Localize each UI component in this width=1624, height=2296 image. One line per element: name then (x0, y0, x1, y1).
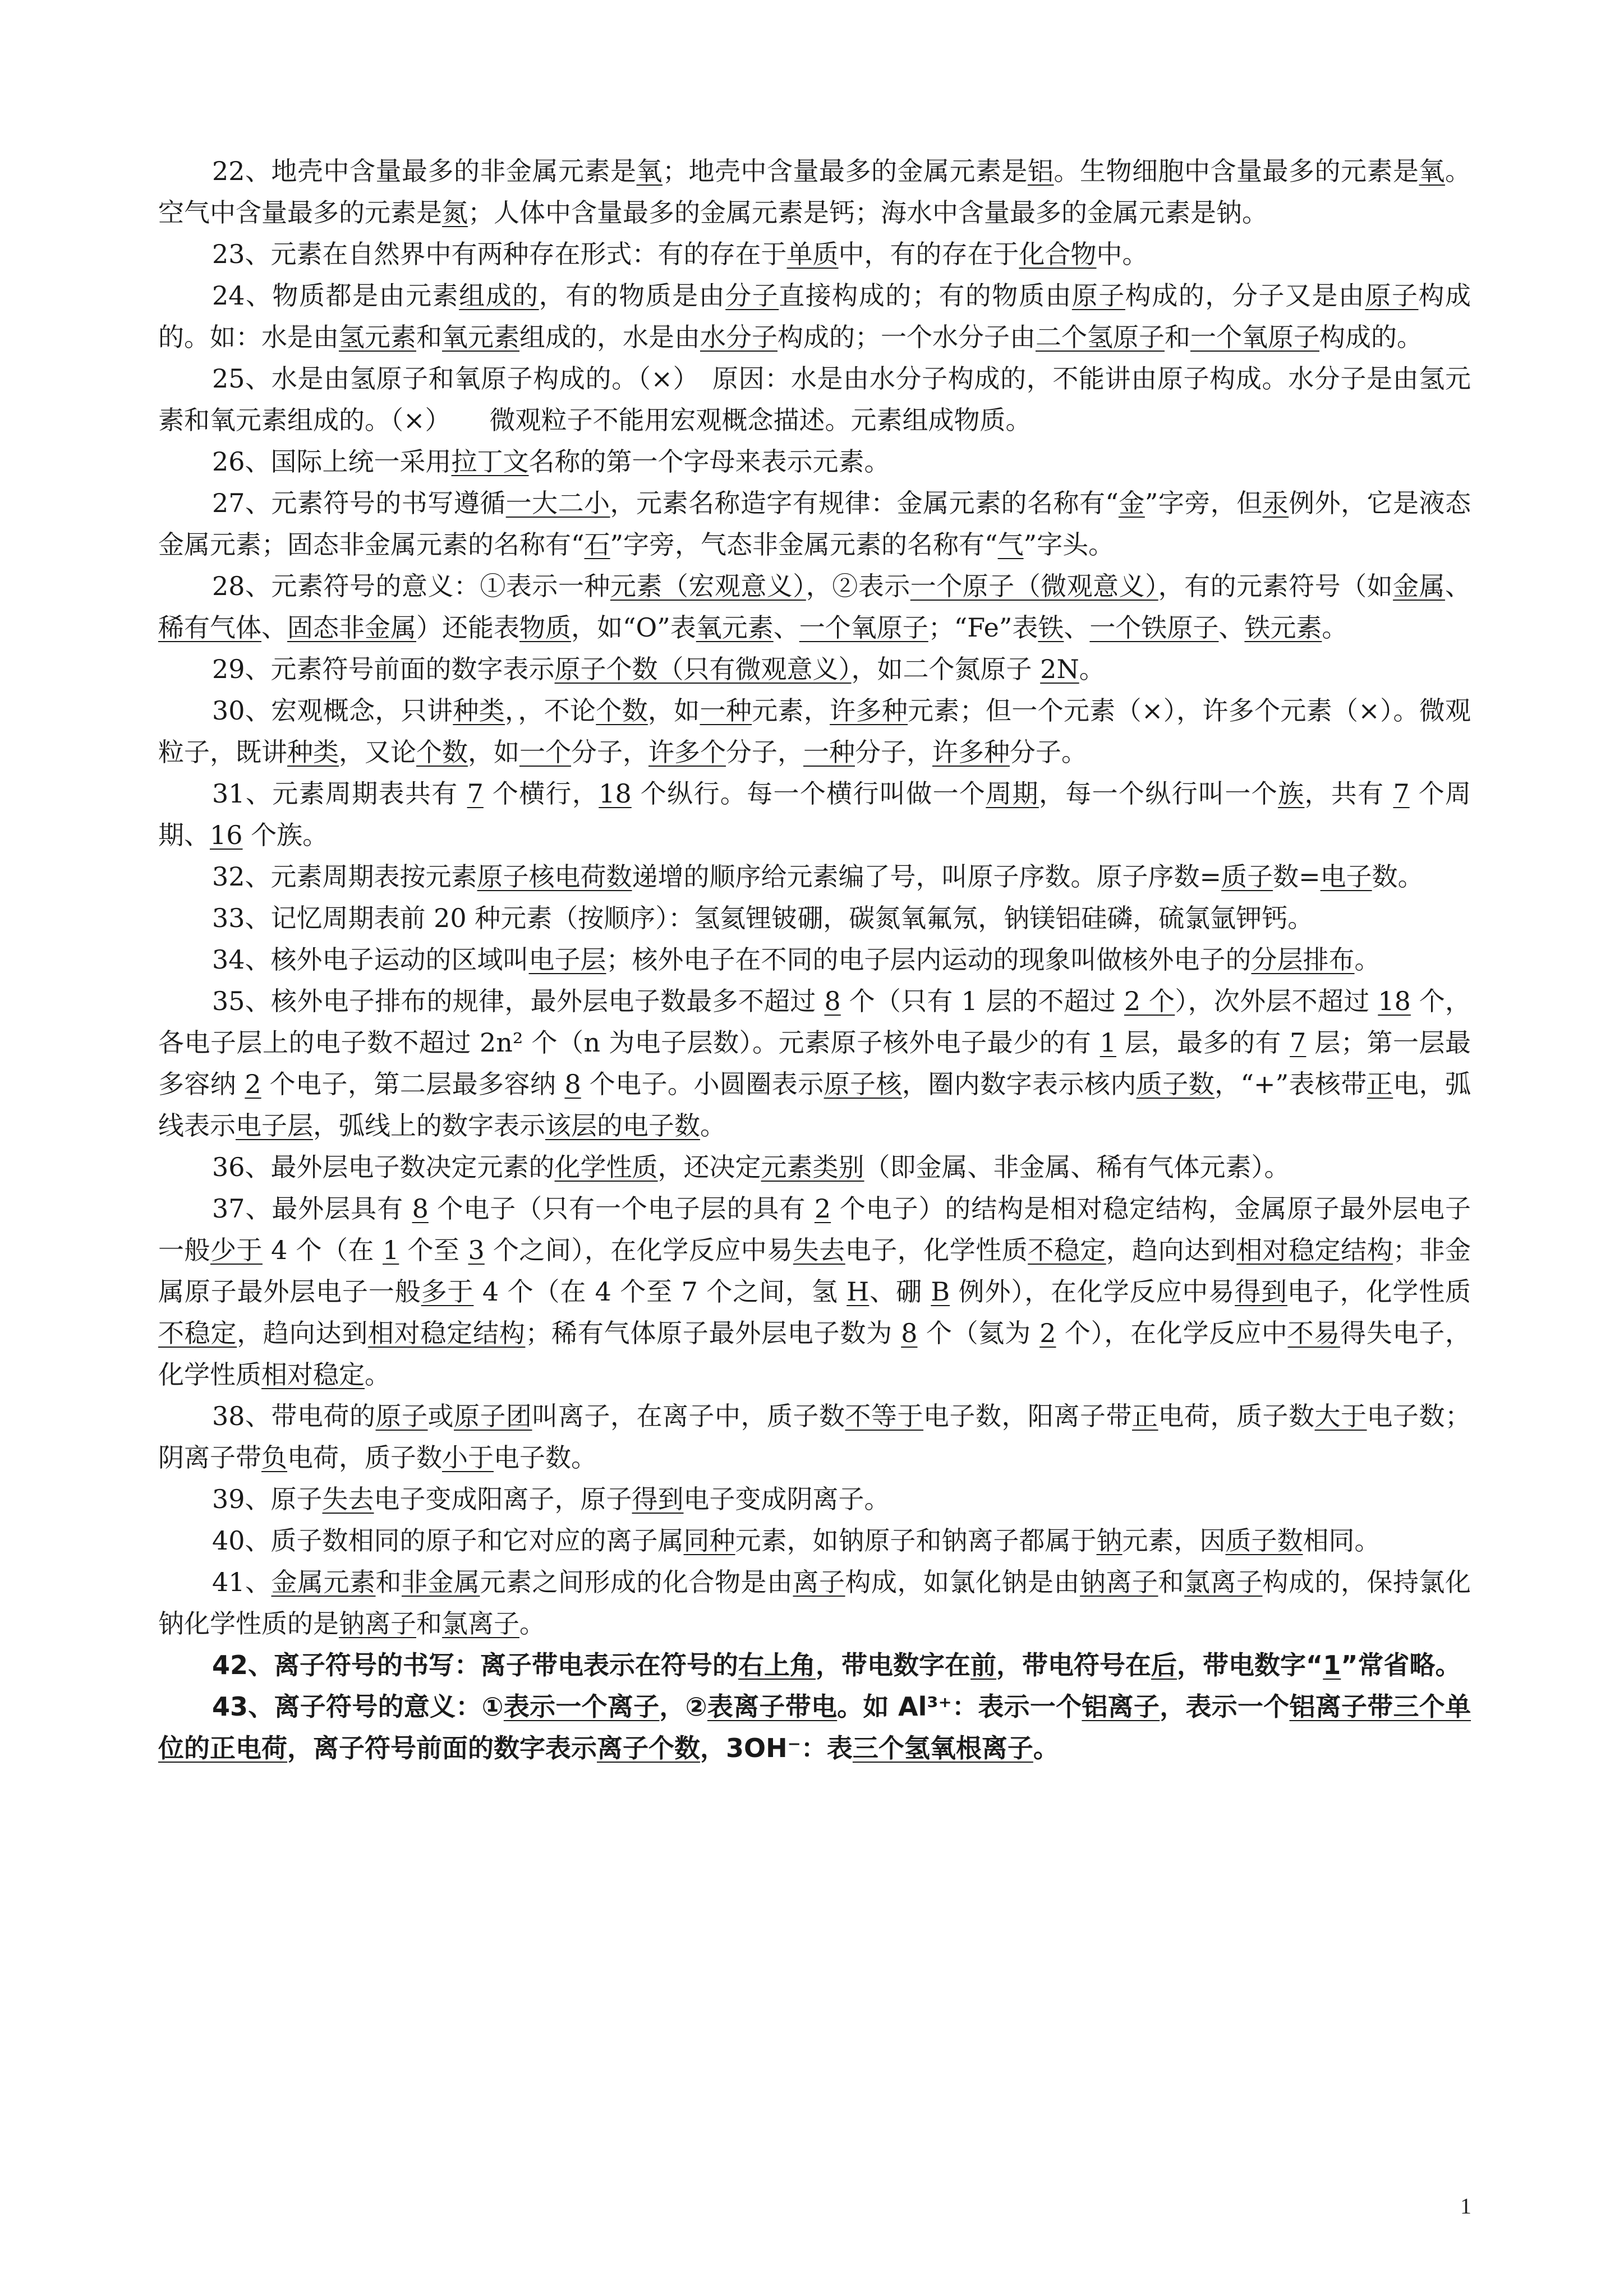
underlined-answer: 原子团 (454, 1401, 532, 1431)
text-run: ；“Fe”表 (928, 612, 1038, 643)
text-run: 和 (375, 1567, 402, 1597)
text-run: ；人体中含量最多的金属元素是钙；海水中含量最多的金属元素是钠。 (468, 197, 1268, 228)
underlined-answer: 得到 (1235, 1276, 1287, 1307)
text-run: 30、宏观概念，只讲 (212, 695, 453, 726)
text-run: 。 (700, 1110, 726, 1141)
underlined-answer: 单质 (786, 239, 839, 269)
text-run: 、 (1445, 571, 1471, 601)
text-run: 电荷，质子数 (287, 1442, 442, 1473)
underlined-answer: 右上角 (738, 1650, 816, 1680)
underlined-answer: 8 (564, 1069, 581, 1099)
underlined-answer: 18 (1378, 986, 1411, 1016)
paragraph (158, 1478, 1471, 1520)
text-run: 电子数，阳离子带 (923, 1401, 1133, 1431)
text-run: ，有的元素符号（如 (1158, 571, 1393, 601)
underlined-answer: 化合物 (1019, 239, 1097, 269)
text-run: 28、元素符号的意义：①表示一种 (212, 571, 610, 601)
underlined-answer: 多于 (421, 1276, 474, 1307)
underlined-answer: 表示一个离子 (503, 1691, 660, 1722)
text-run: ，②表示 (806, 571, 910, 601)
underlined-answer: 7 (467, 778, 484, 809)
underlined-answer: 个数 (416, 737, 468, 767)
text-run: 和 (1165, 322, 1190, 352)
text-run: ，共有 (1304, 778, 1393, 809)
paragraph (158, 1686, 1471, 1769)
text-run: 个（氦为 (917, 1318, 1040, 1348)
text-run: 42、离子符号的书写：离子带电表示在符号的 (212, 1650, 739, 1680)
text-run: 例外），在化学反应中易 (950, 1276, 1235, 1307)
text-run: 个之间），在化学反应中易 (484, 1235, 793, 1265)
underlined-answer: 钠 (1096, 1525, 1122, 1556)
underlined-answer: 非金属 (402, 1567, 480, 1597)
text-run: ，，不论 (505, 695, 596, 726)
text-run: ，表示一个 (1160, 1691, 1290, 1722)
text-run: 构成的。如：水是由 (158, 280, 1471, 352)
underlined-answer: 一个氧原子 (1190, 322, 1319, 352)
underlined-answer: 少于 (210, 1235, 263, 1265)
text-run: 个，各电子层上的电子数不超过 2n² 个（n 为电子层数）。元素原子核外电子最少的有 (158, 986, 1471, 1058)
text-run: 。如 Al³⁺：表示一个 (837, 1691, 1082, 1722)
underlined-answer: 氯离子 (1184, 1567, 1263, 1597)
underlined-answer: 组成的 (459, 280, 539, 311)
underlined-answer: 相对稳定结构 (1236, 1235, 1393, 1265)
text-run: ，带电数字“ (1177, 1650, 1323, 1680)
underlined-answer: 16 (210, 820, 243, 850)
underlined-answer: 失去 (322, 1484, 374, 1514)
underlined-answer: 一大二小 (505, 488, 610, 518)
text-run: 元素；但一个元素（×），许多个元素（×）。微观粒子，既讲 (158, 695, 1471, 767)
text-run: 个电子（只有一个电子层的具有 (428, 1193, 815, 1224)
text-run: ，带电符号在 (996, 1650, 1152, 1680)
text-run: 构成的；一个水分子由 (778, 322, 1036, 352)
text-run: 24、物质都是由元素 (212, 280, 459, 311)
underlined-answer: 电子 (1320, 861, 1372, 892)
text-run: 43、离子符号的意义：① (212, 1691, 504, 1722)
text-run: 直接构成的；有的物质由 (779, 280, 1072, 311)
underlined-answer: 许多种 (932, 737, 1010, 767)
text-run: 个），在化学反应中 (1056, 1318, 1288, 1348)
paragraph (158, 980, 1471, 1146)
underlined-answer: 稀有气体 (158, 612, 261, 643)
text-run: ；地壳中含量最多的金属元素是 (663, 156, 1028, 186)
underlined-answer: 一种 (803, 737, 855, 767)
text-run: ，有的物质是由 (539, 280, 726, 311)
underlined-answer: 物质 (519, 612, 571, 643)
text-run: ；核外电子在不同的电子层内运动的现象叫做核外电子的 (606, 944, 1252, 975)
text-run: 元素，如钠原子和钠离子都属于 (735, 1525, 1097, 1556)
text-run: 元素，因 (1122, 1525, 1226, 1556)
underlined-answer: 原子 (1365, 280, 1419, 311)
text-run: 4 个（在 4 个至 7 个之间，氢 (473, 1276, 847, 1307)
paragraph (158, 275, 1471, 358)
underlined-answer: 铁元素 (1244, 612, 1322, 643)
text-run: 分子， (571, 737, 648, 767)
text-run: 40、质子数相同的原子和它对应的离子属 (212, 1525, 684, 1556)
paragraph (158, 150, 1471, 233)
text-run: 分子， (726, 737, 803, 767)
text-run: ，带电数字在 (816, 1650, 971, 1680)
underlined-answer: 金属元素 (271, 1567, 376, 1597)
underlined-answer: 后 (1151, 1650, 1177, 1680)
underlined-answer: 2 个 (1124, 986, 1175, 1016)
text-run: 、 (1218, 612, 1245, 643)
underlined-answer: 正 (1132, 1401, 1158, 1431)
text-run: 36、最外层电子数决定元素的 (212, 1152, 555, 1182)
underlined-answer: 汞 (1262, 488, 1289, 518)
underlined-answer: 三个氢氧根离子 (852, 1733, 1033, 1763)
text-run: ，3OH⁻：表 (700, 1733, 853, 1763)
text-run: 41、 (212, 1567, 272, 1597)
text-run: 个电子，第二层最多容纳 (261, 1069, 565, 1099)
text-run: 和 (416, 1608, 442, 1639)
underlined-answer: 氯离子 (442, 1608, 519, 1639)
text-run: ，如二个氮原子 (851, 654, 1041, 684)
paragraph (158, 939, 1471, 980)
underlined-answer: 种类 (453, 695, 505, 726)
text-run: 、硼 (869, 1276, 931, 1307)
text-run: 电子数；阴离子带 (158, 1401, 1471, 1473)
text-run: 35、核外电子排布的规律，最外层电子数最多不超过 (212, 986, 825, 1016)
underlined-answer: 石 (584, 529, 610, 560)
underlined-answer: 1 (383, 1235, 399, 1265)
paragraph (158, 233, 1471, 275)
text-run: 中。 (1096, 239, 1148, 269)
text-run: ”字头。 (1023, 529, 1115, 560)
text-run: ，趋向达到 (237, 1318, 368, 1348)
underlined-answer: 固态非金属 (287, 612, 416, 643)
underlined-answer: 氧元素 (696, 612, 774, 643)
underlined-answer: 氢元素 (339, 322, 416, 352)
text-run: ，如 (468, 737, 519, 767)
text-run: ”字旁，气态非金属元素的名称有“ (610, 529, 998, 560)
text-run: 25、水是由氢原子和氧原子构成的。（×） 原因：水是由水分子构成的，不能讲由原子构成。水分子是由氢元素和氧元素组成的。（×） 微观粒子不能用宏观概念描述。元素组成物质。 (158, 363, 1471, 435)
text-run: 元素之间形成的化合物是由 (480, 1567, 793, 1597)
paragraph (158, 441, 1471, 482)
paragraph (158, 1395, 1471, 1478)
text-run: 。空气中含量最多的元素是 (158, 156, 1471, 228)
underlined-answer: 离子 (793, 1567, 845, 1597)
underlined-answer: 分子 (725, 280, 779, 311)
paragraph (158, 565, 1471, 648)
text-run: 数= (1273, 861, 1321, 892)
text-run: ，如“O”表 (571, 612, 696, 643)
text-run: 个至 (399, 1235, 468, 1265)
underlined-answer: 元素类别 (761, 1152, 864, 1182)
underlined-answer: 8 (412, 1193, 429, 1224)
underlined-answer: 1 (1099, 1027, 1116, 1058)
text-run: 元素， (752, 695, 830, 726)
underlined-answer: 一个铁原子 (1089, 612, 1219, 643)
underlined-answer: 气 (997, 529, 1024, 560)
underlined-answer: 同种 (683, 1525, 735, 1556)
text-run: ；稀有气体原子最外层电子数为 (525, 1318, 901, 1348)
text-run: ，“+”表核带 (1214, 1069, 1367, 1099)
text-run: 31、元素周期表共有 (212, 778, 467, 809)
underlined-answer: 原子核电荷数 (477, 861, 632, 892)
underlined-answer: 2 (245, 1069, 261, 1099)
underlined-answer: 相对稳定结构 (367, 1318, 526, 1348)
text-run: 中，有的存在于 (838, 239, 1019, 269)
underlined-answer: 7 (1290, 1027, 1306, 1058)
text-run: ，趋向达到 (1106, 1235, 1237, 1265)
paragraph (158, 773, 1471, 856)
underlined-answer: 钠离子 (339, 1608, 416, 1639)
text-run: 34、核外电子运动的区域叫 (212, 944, 529, 975)
underlined-answer: 铝离子带三个单位的正电荷 (158, 1691, 1471, 1763)
underlined-answer: 种类 (287, 737, 339, 767)
underlined-answer: 失去 (793, 1235, 845, 1265)
underlined-answer: 质子数 (1136, 1069, 1215, 1099)
text-run: 27、元素符号的书写遵循 (212, 488, 506, 518)
underlined-answer: B (931, 1276, 950, 1307)
underlined-answer: 许多种 (830, 695, 908, 726)
text-run: 数。 (1372, 861, 1424, 892)
underlined-answer: 不稳定 (1028, 1235, 1106, 1265)
text-run: 例外，它是液态金属元素；固态非金属元素的名称有“ (158, 488, 1471, 560)
paragraph (158, 1188, 1471, 1395)
text-run: 38、带电荷的 (212, 1401, 376, 1431)
underlined-answer: 质子数 (1225, 1525, 1303, 1556)
underlined-answer: 一个氧原子 (799, 612, 928, 643)
underlined-answer: 分层排布 (1251, 944, 1355, 975)
paragraph (158, 1561, 1471, 1644)
underlined-answer: 8 (901, 1318, 918, 1348)
text-run: ，弧线上的数字表示 (313, 1110, 545, 1141)
underlined-answer: 离子个数 (597, 1733, 700, 1763)
text-run: 、 (261, 612, 287, 643)
text-run: 递增的顺序给元素编了号，叫原子序数。原子序数= (632, 861, 1222, 892)
text-run: ，离子符号前面的数字表示 (287, 1733, 597, 1763)
text-run: 个横行， (483, 778, 599, 809)
text-run: 电子，化学性质 (1287, 1276, 1471, 1307)
text-run: 。 (1354, 944, 1381, 975)
paragraph (158, 897, 1471, 939)
underlined-answer: 该层的电子数 (545, 1110, 700, 1141)
underlined-answer: 水分子 (700, 322, 778, 352)
underlined-answer: 前 (970, 1650, 997, 1680)
paragraph (158, 358, 1471, 441)
text-run: 个电子）的结构是相对稳定结构，金属原子最外层电子一般 (158, 1193, 1471, 1265)
paragraph (158, 1644, 1471, 1686)
text-run: 叫离子，在离子中，质子数 (532, 1401, 845, 1431)
text-run: 。 (519, 1608, 545, 1639)
text-run: 23、元素在自然界中有两种存在形式：有的存在于 (212, 239, 787, 269)
underlined-answer: 族 (1278, 778, 1305, 809)
underlined-answer: 拉丁文 (451, 446, 529, 477)
text-run: ），次外层不超过 (1175, 986, 1378, 1016)
underlined-answer: 铝 (1028, 156, 1054, 186)
text-run: ，又论 (339, 737, 416, 767)
text-run: 分子。 (1010, 737, 1087, 767)
text-run: 名称的第一个字母来表示元素。 (528, 446, 890, 477)
text-run: ，② (659, 1691, 707, 1722)
text-run: 。 (365, 1359, 390, 1390)
text-run: 个（只有 1 层的不超过 (840, 986, 1124, 1016)
underlined-answer: 氧 (1419, 156, 1446, 186)
underlined-answer: 相对稳定 (261, 1359, 365, 1390)
underlined-answer: 许多个 (648, 737, 726, 767)
text-run: 构成，如氯化钠是由 (845, 1567, 1080, 1597)
text-run: ，还决定 (657, 1152, 761, 1182)
text-run: 构成的，分子又是由 (1125, 280, 1365, 311)
text-run: 电，弧线表示 (158, 1069, 1471, 1141)
underlined-answer: 7 (1393, 778, 1410, 809)
underlined-answer: 原子个数（只有微观意义） (554, 654, 852, 684)
text-run: 组成的，水是由 (519, 322, 700, 352)
underlined-answer: 元素（宏观意义） (610, 571, 806, 601)
text-run: 4 个（在 (262, 1235, 383, 1265)
paragraph (158, 482, 1471, 565)
underlined-answer: 2N (1040, 654, 1079, 684)
text-run: 相同。 (1303, 1525, 1381, 1556)
text-run: 个族。 (242, 820, 329, 850)
underlined-answer: 不等于 (845, 1401, 924, 1431)
underlined-answer: 钠离子 (1080, 1567, 1158, 1597)
text-run: 分子， (855, 737, 932, 767)
text-run: （即金属、非金属、稀有气体元素）。 (864, 1152, 1290, 1182)
text-run: 。 (1079, 654, 1105, 684)
text-run: 个纵行。每一个横行叫做一个 (631, 778, 986, 809)
paragraph (158, 648, 1471, 690)
underlined-answer: H (846, 1276, 869, 1307)
text-run: 和 (416, 322, 442, 352)
underlined-answer: 负 (261, 1442, 287, 1473)
text-run: 29、元素符号前面的数字表示 (212, 654, 555, 684)
text-run: ”字旁，但 (1144, 488, 1263, 518)
underlined-answer: 金 (1118, 488, 1145, 518)
underlined-answer: 铝离子 (1082, 1691, 1160, 1722)
underlined-answer: 氧元素 (442, 322, 519, 352)
underlined-answer: 金属 (1393, 571, 1446, 601)
underlined-answer: 不稳定 (158, 1318, 237, 1348)
underlined-answer: 不易 (1287, 1318, 1341, 1348)
underlined-answer: 18 (599, 778, 632, 809)
text-run: 32、元素周期表按元素 (212, 861, 477, 892)
text-run: 电子变成阴离子。 (683, 1484, 890, 1514)
underlined-answer: 原子 (375, 1401, 428, 1431)
text-run: 37、最外层具有 (212, 1193, 412, 1224)
text-run: 电荷，质子数 (1158, 1401, 1315, 1431)
underlined-answer: 8 (824, 986, 841, 1016)
text-run: ，圈内数字表示核内 (901, 1069, 1137, 1099)
underlined-answer: 电子层 (236, 1110, 313, 1141)
document-body (158, 150, 1471, 1769)
text-run: ，每一个纵行叫一个 (1038, 778, 1278, 809)
text-run: 、 (1064, 612, 1090, 643)
underlined-answer: 个数 (596, 695, 648, 726)
underlined-answer: 3 (468, 1235, 485, 1265)
underlined-answer: 周期 (986, 778, 1039, 809)
text-run: 、 (773, 612, 799, 643)
underlined-answer: 质子 (1221, 861, 1273, 892)
underlined-answer: 氧 (636, 156, 663, 186)
paragraph (158, 856, 1471, 897)
text-run: 构成的。 (1319, 322, 1423, 352)
underlined-answer: 表离子带电 (707, 1691, 838, 1722)
underlined-answer: 化学性质 (554, 1152, 658, 1182)
text-run: 层；第一层最多容纳 (158, 1027, 1471, 1099)
underlined-answer: 得到 (632, 1484, 684, 1514)
underlined-answer: 大于 (1314, 1401, 1367, 1431)
text-run: 或 (427, 1401, 454, 1431)
text-run: 电子变成阳离子，原子 (374, 1484, 632, 1514)
text-run: 电子数。 (494, 1442, 597, 1473)
text-run: 个电子。小圆圈表示 (581, 1069, 824, 1099)
underlined-answer: 一种 (700, 695, 752, 726)
underlined-answer: 原子核 (823, 1069, 902, 1099)
paragraph (158, 1520, 1471, 1561)
underlined-answer: 1 (1323, 1650, 1341, 1680)
underlined-answer: 原子 (1071, 280, 1125, 311)
underlined-answer: 氮 (442, 197, 468, 228)
text-run: ；非金属原子最外层电子一般 (158, 1235, 1471, 1307)
underlined-answer: 电子层 (528, 944, 606, 975)
underlined-answer: 2 (814, 1193, 831, 1224)
text-run: 。 (1033, 1733, 1059, 1763)
underlined-answer: 铁 (1038, 612, 1064, 643)
underlined-answer: 一个原子（微观意义） (910, 571, 1158, 601)
text-run: ）还能表 (416, 612, 519, 643)
text-run: ”常省略。 (1341, 1650, 1461, 1680)
text-run: 26、国际上统一采用 (212, 446, 452, 477)
text-run: 层，最多的有 (1116, 1027, 1290, 1058)
text-run: 22、地壳中含量最多的非金属元素是 (212, 156, 637, 186)
text-run: ，元素名称造字有规律：金属元素的名称有“ (610, 488, 1119, 518)
text-run: 39、原子 (212, 1484, 323, 1514)
text-run: 电子，化学性质 (845, 1235, 1028, 1265)
underlined-answer: 一个 (519, 737, 571, 767)
text-run: 。生物细胞中含量最多的元素是 (1053, 156, 1419, 186)
text-run: 构成的，保持氯化钠化学性质的是 (158, 1567, 1471, 1639)
text-run: ，如 (647, 695, 700, 726)
underlined-answer: 二个氢原子 (1036, 322, 1165, 352)
underlined-answer: 小于 (442, 1442, 494, 1473)
text-run: 得失电子，化学性质 (158, 1318, 1471, 1390)
text-run: 。 (1322, 612, 1348, 643)
text-run: 和 (1158, 1567, 1185, 1597)
text-run: 33、记忆周期表前 20 种元素（按顺序）：氢氦锂铍硼，碳氮氧氟氖，钠镁铝硅磷，硫氯氩钾钙。 (212, 903, 1314, 933)
paragraph (158, 1146, 1471, 1188)
page-number: 1 (1460, 2193, 1471, 2219)
paragraph (158, 690, 1471, 773)
underlined-answer: 2 (1039, 1318, 1056, 1348)
text-run: 个周期、 (158, 778, 1471, 850)
underlined-answer: 正 (1367, 1069, 1393, 1099)
